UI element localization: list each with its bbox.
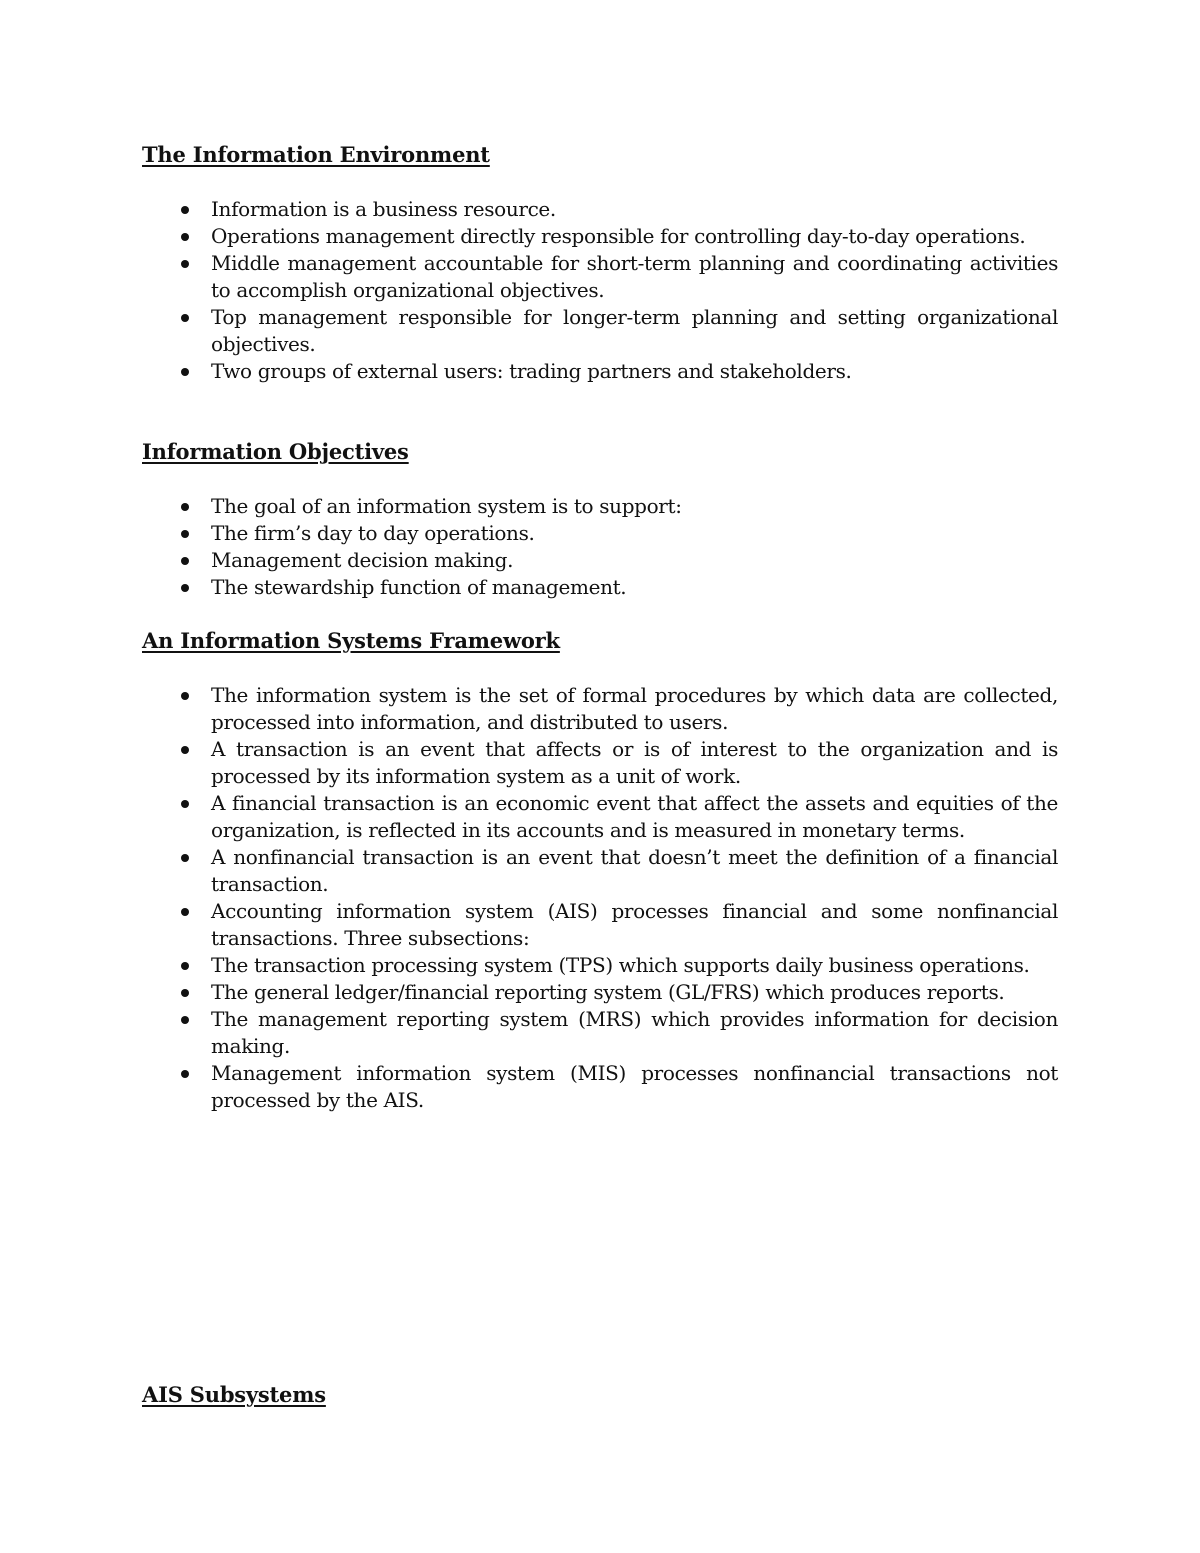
bullet-icon [181, 314, 189, 322]
list-item [142, 304, 1058, 358]
list-item-text: The transaction processing system (TPS) which supports daily business operations. [211, 953, 1030, 977]
list-item-text: The stewardship function of management. [211, 575, 627, 599]
section-heading: An Information Systems Framework [142, 628, 560, 653]
list-item-text: Two groups of external users: trading partners and stakeholders. [211, 359, 852, 383]
list-item-text: Management decision making. [211, 548, 514, 572]
list-item [142, 898, 1058, 952]
list-item-text: Information is a business resource. [211, 197, 556, 221]
list-item [142, 979, 1058, 1006]
list-item [142, 547, 1058, 574]
list-item-text: Operations management directly responsible for controlling day-to-day operations. [211, 224, 1026, 248]
list-item [142, 1006, 1058, 1060]
list-item [142, 250, 1058, 304]
list-item [142, 493, 1058, 520]
list-item-text: Management information system (MIS) processes nonfinancial transactions not processed by the AIS. [211, 1061, 1058, 1112]
bullet-icon [181, 908, 189, 916]
list-item-text: A transaction is an event that affects or is of interest to the organization and is processed by its information system as a unit of work. [211, 737, 1058, 788]
bullet-icon [181, 692, 189, 700]
bullet-icon [181, 503, 189, 511]
list-item-text: A financial transaction is an economic event that affect the assets and equities of the organization, is reflected in its accounts and is measured in monetary terms. [211, 791, 1058, 842]
list-item [142, 952, 1058, 979]
section-heading: Information Objectives [142, 439, 409, 464]
bullet-list [142, 196, 1058, 385]
list-item [142, 196, 1058, 223]
list-item-text: Top management responsible for longer-term planning and setting organizational objectives. [211, 305, 1058, 356]
list-item-text: The information system is the set of formal procedures by which data are collected, processed into information, and distributed to users. [211, 683, 1058, 734]
list-item [142, 736, 1058, 790]
bullet-icon [181, 260, 189, 268]
bullet-icon [181, 854, 189, 862]
bullet-icon [181, 989, 189, 997]
bullet-icon [181, 233, 189, 241]
section-heading: The Information Environment [142, 142, 490, 167]
bullet-icon [181, 1016, 189, 1024]
list-item [142, 844, 1058, 898]
bullet-icon [181, 530, 189, 538]
list-item-text: The management reporting system (MRS) which provides information for decision making. [211, 1007, 1058, 1058]
list-item-text: A nonfinancial transaction is an event that doesn’t meet the definition of a financial transaction. [211, 845, 1058, 896]
section-ais-subsystems [142, 1381, 1058, 1408]
list-item [142, 790, 1058, 844]
bullet-icon [181, 746, 189, 754]
list-item-text: Middle management accountable for short-term planning and coordinating activities to accomplish organizational objectives. [211, 251, 1058, 302]
list-item [142, 223, 1058, 250]
list-item-text: The general ledger/financial reporting system (GL/FRS) which produces reports. [211, 980, 1005, 1004]
list-item [142, 1060, 1058, 1114]
list-item [142, 574, 1058, 601]
list-item [142, 520, 1058, 547]
section-information-objectives [142, 438, 1058, 601]
bullet-list [142, 682, 1058, 1114]
bullet-icon [181, 962, 189, 970]
bullet-list [142, 493, 1058, 601]
list-item [142, 682, 1058, 736]
section-information-systems-framework [142, 627, 1058, 1114]
list-item [142, 358, 1058, 385]
bullet-icon [181, 206, 189, 214]
list-item-text: The firm’s day to day operations. [211, 521, 535, 545]
bullet-icon [181, 800, 189, 808]
bullet-icon [181, 557, 189, 565]
section-heading: AIS Subsystems [142, 1382, 326, 1407]
bullet-icon [181, 368, 189, 376]
bullet-icon [181, 584, 189, 592]
section-information-environment [142, 141, 1058, 385]
bullet-icon [181, 1070, 189, 1078]
list-item-text: Accounting information system (AIS) processes financial and some nonfinancial transactions. Three subsections: [211, 899, 1058, 950]
list-item-text: The goal of an information system is to support: [211, 494, 682, 518]
